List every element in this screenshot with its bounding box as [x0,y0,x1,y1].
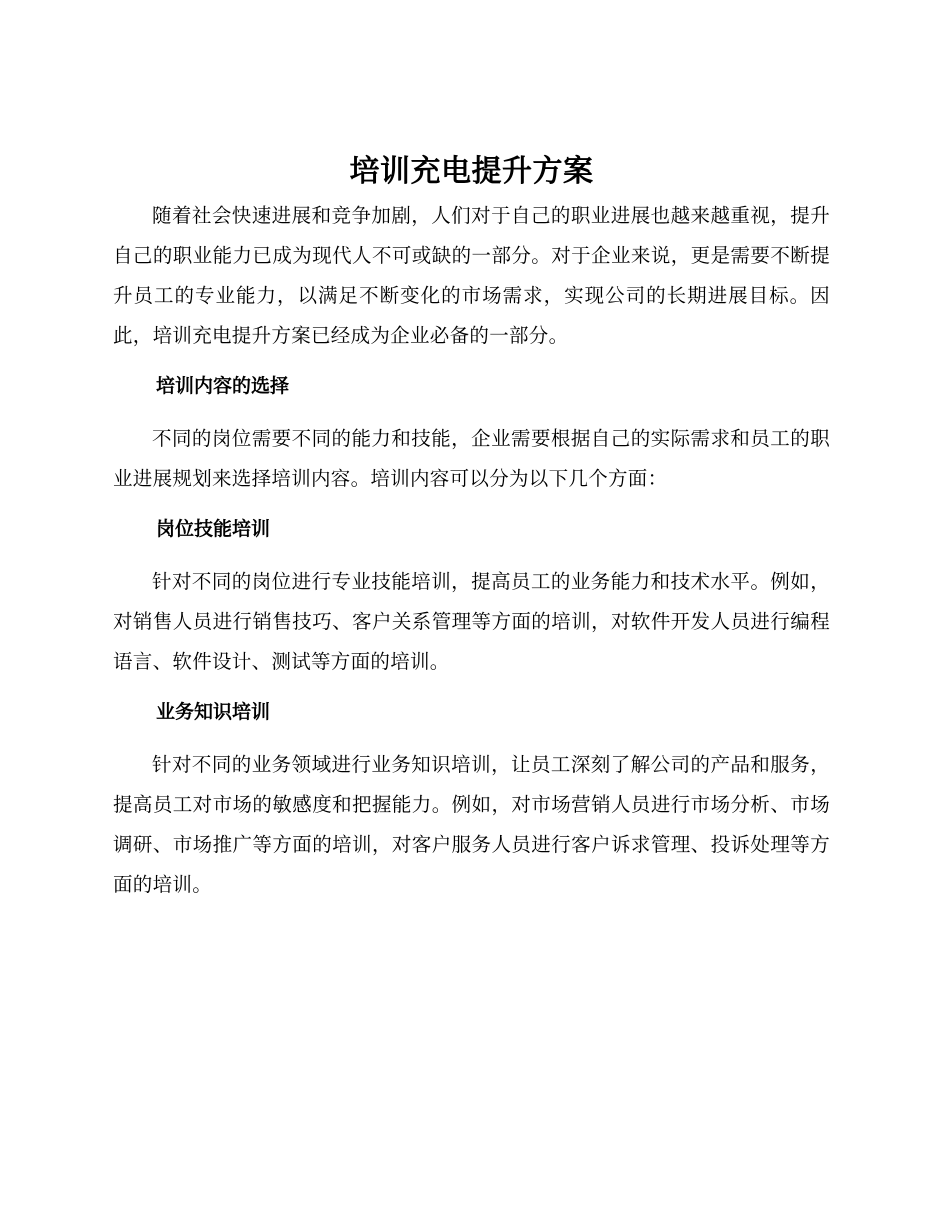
spacer [113,499,830,509]
spacer [113,682,830,692]
intro-paragraph: 随着社会快速进展和竞争加剧，人们对于自己的职业进展也越来越重视，提升自己的职业能力已成为现代人不可或缺的一部分。对于企业来说，更是需要不断提升员工的专业能力，以满足不断变化的市场需求，实现公司的长期进展目标。因此，培训充电提升方案已经成为企业必备的一部分。 [113,204,830,347]
section-heading-content-selection: 培训内容的选择 [156,375,290,397]
document-title: 培训充电提升方案 [349,154,594,189]
spacer [113,356,830,366]
section-body-job-skills: 针对不同的岗位进行专业技能培训，提高员工的业务能力和技术水平。例如，对销售人员进行销售技巧、客户关系管理等方面的培训，对软件开发人员进行编程语言、软件设计、测试等方面的培训。 [113,570,830,673]
section-heading-business-knowledge: 业务知识培训 [156,701,271,723]
section-heading-job-skills: 岗位技能培训 [156,518,271,540]
section-body-business-knowledge: 针对不同的业务领域进行业务知识培训，让员工深刻了解公司的产品和服务，提高员工对市场的敏感度和把握能力。例如，对市场营销人员进行市场分析、市场调研、市场推广等方面的培训，对客户服务人员进行客户诉求管理、投诉处理等方面的培训。 [113,753,830,896]
document-body [113,148,830,905]
spacer [113,732,830,745]
section-body-content-selection: 不同的岗位需要不同的能力和技能，企业需要根据自己的实际需求和员工的职业进展规划来选择培训内容。培训内容可以分为以下几个方面： [113,427,830,490]
spacer [113,406,830,419]
spacer [113,549,830,562]
